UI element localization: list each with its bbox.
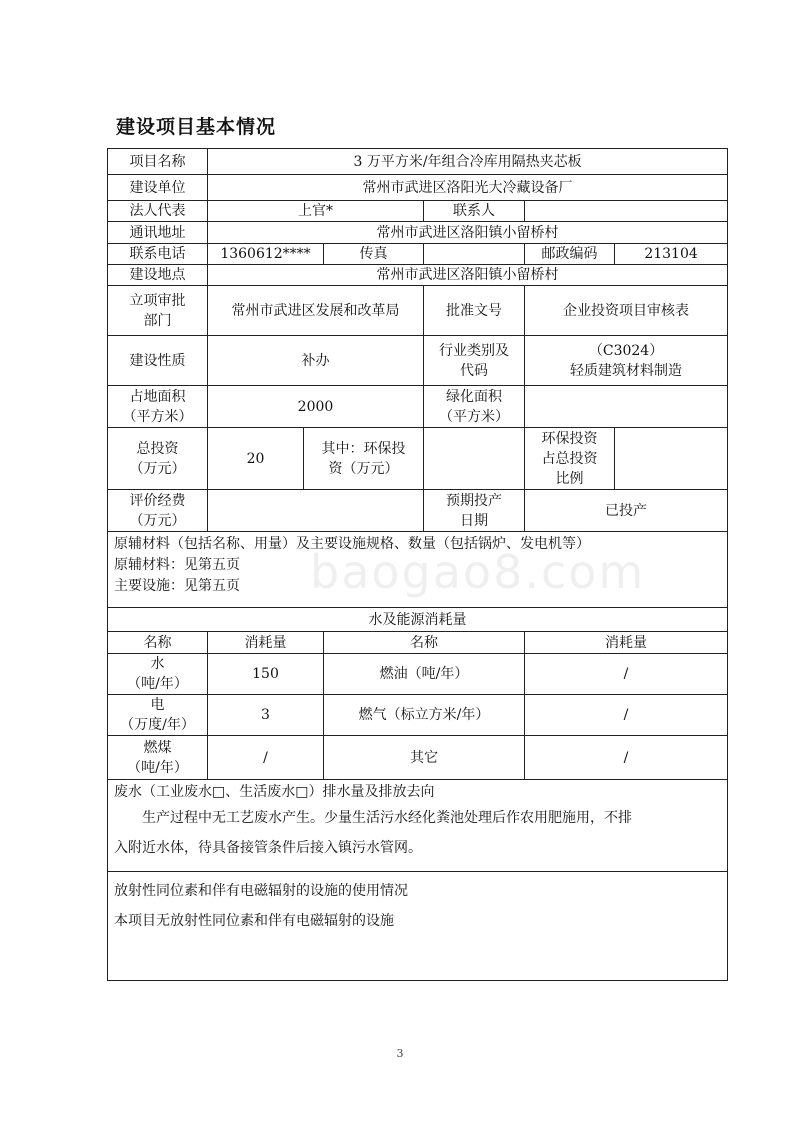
row-builder (108, 175, 728, 201)
energy-name-fuel-oil: 燃油（吨/年） (324, 654, 525, 695)
energy-name-electricity (108, 695, 208, 736)
energy-name-line-2: （吨/年） (127, 759, 188, 776)
label-contact: 联系人 (424, 201, 525, 222)
materials-line-2: 主要设施：见第五页 (114, 578, 240, 594)
energy-amount-electricity: 3 (208, 695, 324, 736)
label-fee-line-1: 评价经费 (129, 492, 186, 509)
energy-amount-other: / (525, 736, 728, 780)
label-fax: 传真 (324, 244, 424, 265)
label-investment (108, 428, 208, 490)
label-green-area (424, 386, 525, 428)
radiation-text: 本项目无放射性同位素和伴有电磁辐射的设施 (114, 913, 394, 929)
energy-name-line-1: 电 (150, 697, 165, 713)
value-approval: 常州市武进区发展和改革局 (208, 286, 424, 336)
energy-amount-coal: / (208, 736, 324, 780)
label-industry (424, 336, 525, 386)
industry-name: 轻质建筑材料制造 (570, 362, 683, 379)
energy-heading: 水及能源消耗量 (108, 608, 728, 632)
value-nature: 补办 (208, 336, 424, 386)
label-env-investment (304, 428, 424, 490)
value-site: 常州市武进区洛阳镇小留桥村 (208, 265, 728, 286)
label-site: 建设地点 (108, 265, 208, 286)
page-number: 3 (396, 1047, 404, 1060)
label-industry-line-2: 代码 (460, 362, 488, 379)
value-postcode: 213104 (615, 244, 728, 265)
row-phone (108, 244, 728, 265)
label-fee (108, 490, 208, 532)
energy-name-line-2: （万度/年） (120, 717, 195, 733)
radiation-heading: 放射性同位素和伴有电磁辐射的设施的使用情况 (114, 883, 408, 899)
label-prod-line-1: 预期投产 (446, 492, 502, 509)
value-approval-doc: 企业投资项目审核表 (525, 286, 728, 336)
label-nature: 建设性质 (108, 336, 208, 386)
row-fee (108, 490, 728, 532)
wastewater-heading: 废水（工业废水□、生活废水□）排水量及排放去向 (114, 784, 435, 800)
value-fee (208, 490, 424, 532)
label-ratio-line-1: 环保投资 (541, 430, 598, 447)
energy-row (108, 654, 728, 695)
energy-name-line-1: 水 (150, 656, 165, 672)
row-address (108, 222, 728, 244)
value-phone: 1360612**** (208, 244, 324, 265)
row-project-name (108, 149, 728, 175)
row-area (108, 386, 728, 428)
label-production-date (424, 490, 525, 532)
row-wastewater (108, 780, 728, 872)
col-header-name-a: 名称 (108, 632, 208, 654)
row-nature (108, 336, 728, 386)
label-industry-line-1: 行业类别及 (439, 342, 509, 359)
value-contact (525, 201, 728, 222)
label-postcode: 邮政编码 (525, 244, 615, 265)
watermark-text: baogao8.com (310, 545, 646, 599)
energy-name-line-2: （吨/年） (127, 676, 188, 692)
wastewater-text-2: 入附近水体，待具备接管条件后接入镇污水管网。 (114, 840, 422, 856)
label-env-ratio (525, 428, 615, 490)
row-radiation (108, 872, 728, 981)
page-title: 建设项目基本情况 (116, 116, 277, 138)
materials-block (108, 532, 728, 608)
value-builder: 常州市武进区洛阳光大冷藏设备厂 (208, 175, 728, 201)
radiation-block (108, 872, 728, 981)
value-investment: 20 (208, 428, 304, 490)
value-production-date: 已投产 (525, 490, 728, 532)
materials-heading: 原辅材料（包括名称、用量）及主要设施规格、数量（包括锅炉、发电机等） (114, 536, 590, 552)
value-env-investment (424, 428, 525, 490)
energy-row (108, 736, 728, 780)
row-energy-heading (108, 608, 728, 632)
label-area-line-2: （平方米） (122, 408, 193, 425)
value-green-area (525, 386, 728, 428)
value-area: 2000 (208, 386, 424, 428)
label-ratio-line-2: 占总投资 (541, 450, 598, 467)
materials-line-1: 原辅材料：见第五页 (114, 557, 240, 573)
value-legal-rep: 上官* (208, 201, 424, 222)
label-approval-doc: 批准文号 (424, 286, 525, 336)
label-area (108, 386, 208, 428)
label-green-line-2: （平方米） (439, 408, 509, 425)
row-materials (108, 532, 728, 608)
row-approval (108, 286, 728, 336)
col-header-name-b: 名称 (324, 632, 525, 654)
label-area-line-1: 占地面积 (129, 388, 186, 405)
label-fee-line-2: （万元） (129, 512, 186, 529)
row-energy-columns (108, 632, 728, 654)
label-approval-line-2: 部门 (143, 312, 172, 329)
energy-name-line-1: 燃煤 (143, 739, 172, 756)
energy-amount-fuel-oil: / (525, 654, 728, 695)
label-investment-line-1: 总投资 (136, 440, 179, 457)
wastewater-text-1: 生产过程中无工艺废水产生。少量生活污水经化粪池处理后作农用肥施用，不排 (142, 810, 632, 826)
wastewater-block (108, 780, 728, 872)
label-env-line-2: 资（万元） (328, 460, 399, 477)
label-legal-rep: 法人代表 (108, 201, 208, 222)
value-address: 常州市武进区洛阳镇小留桥村 (208, 222, 728, 244)
value-project-name: 3 万平方米/年组合冷库用隔热夹芯板 (208, 149, 728, 175)
value-fax (424, 244, 525, 265)
label-env-line-1: 其中：环保投 (321, 440, 406, 457)
value-industry (525, 336, 728, 386)
energy-amount-water: 150 (208, 654, 324, 695)
col-header-amount-b: 消耗量 (525, 632, 728, 654)
energy-row (108, 695, 728, 736)
col-header-amount-a: 消耗量 (208, 632, 324, 654)
row-legal-rep (108, 201, 728, 222)
energy-amount-gas: / (525, 695, 728, 736)
label-ratio-line-3: 比例 (555, 470, 584, 487)
project-info-table (107, 148, 728, 981)
row-investment (108, 428, 728, 490)
row-site (108, 265, 728, 286)
energy-name-coal (108, 736, 208, 780)
label-green-line-1: 绿化面积 (446, 388, 502, 405)
value-env-ratio (615, 428, 728, 490)
label-approval (108, 286, 208, 336)
label-investment-line-2: （万元） (129, 460, 186, 477)
label-approval-line-1: 立项审批 (129, 292, 186, 309)
label-prod-line-2: 日期 (460, 512, 488, 529)
energy-name-other: 其它 (324, 736, 525, 780)
energy-name-gas: 燃气（标立方米/年） (324, 695, 525, 736)
label-address: 通讯地址 (108, 222, 208, 244)
energy-name-water (108, 654, 208, 695)
industry-code: （C3024） (588, 342, 664, 359)
label-project-name: 项目名称 (108, 149, 208, 175)
label-builder: 建设单位 (108, 175, 208, 201)
label-phone: 联系电话 (108, 244, 208, 265)
